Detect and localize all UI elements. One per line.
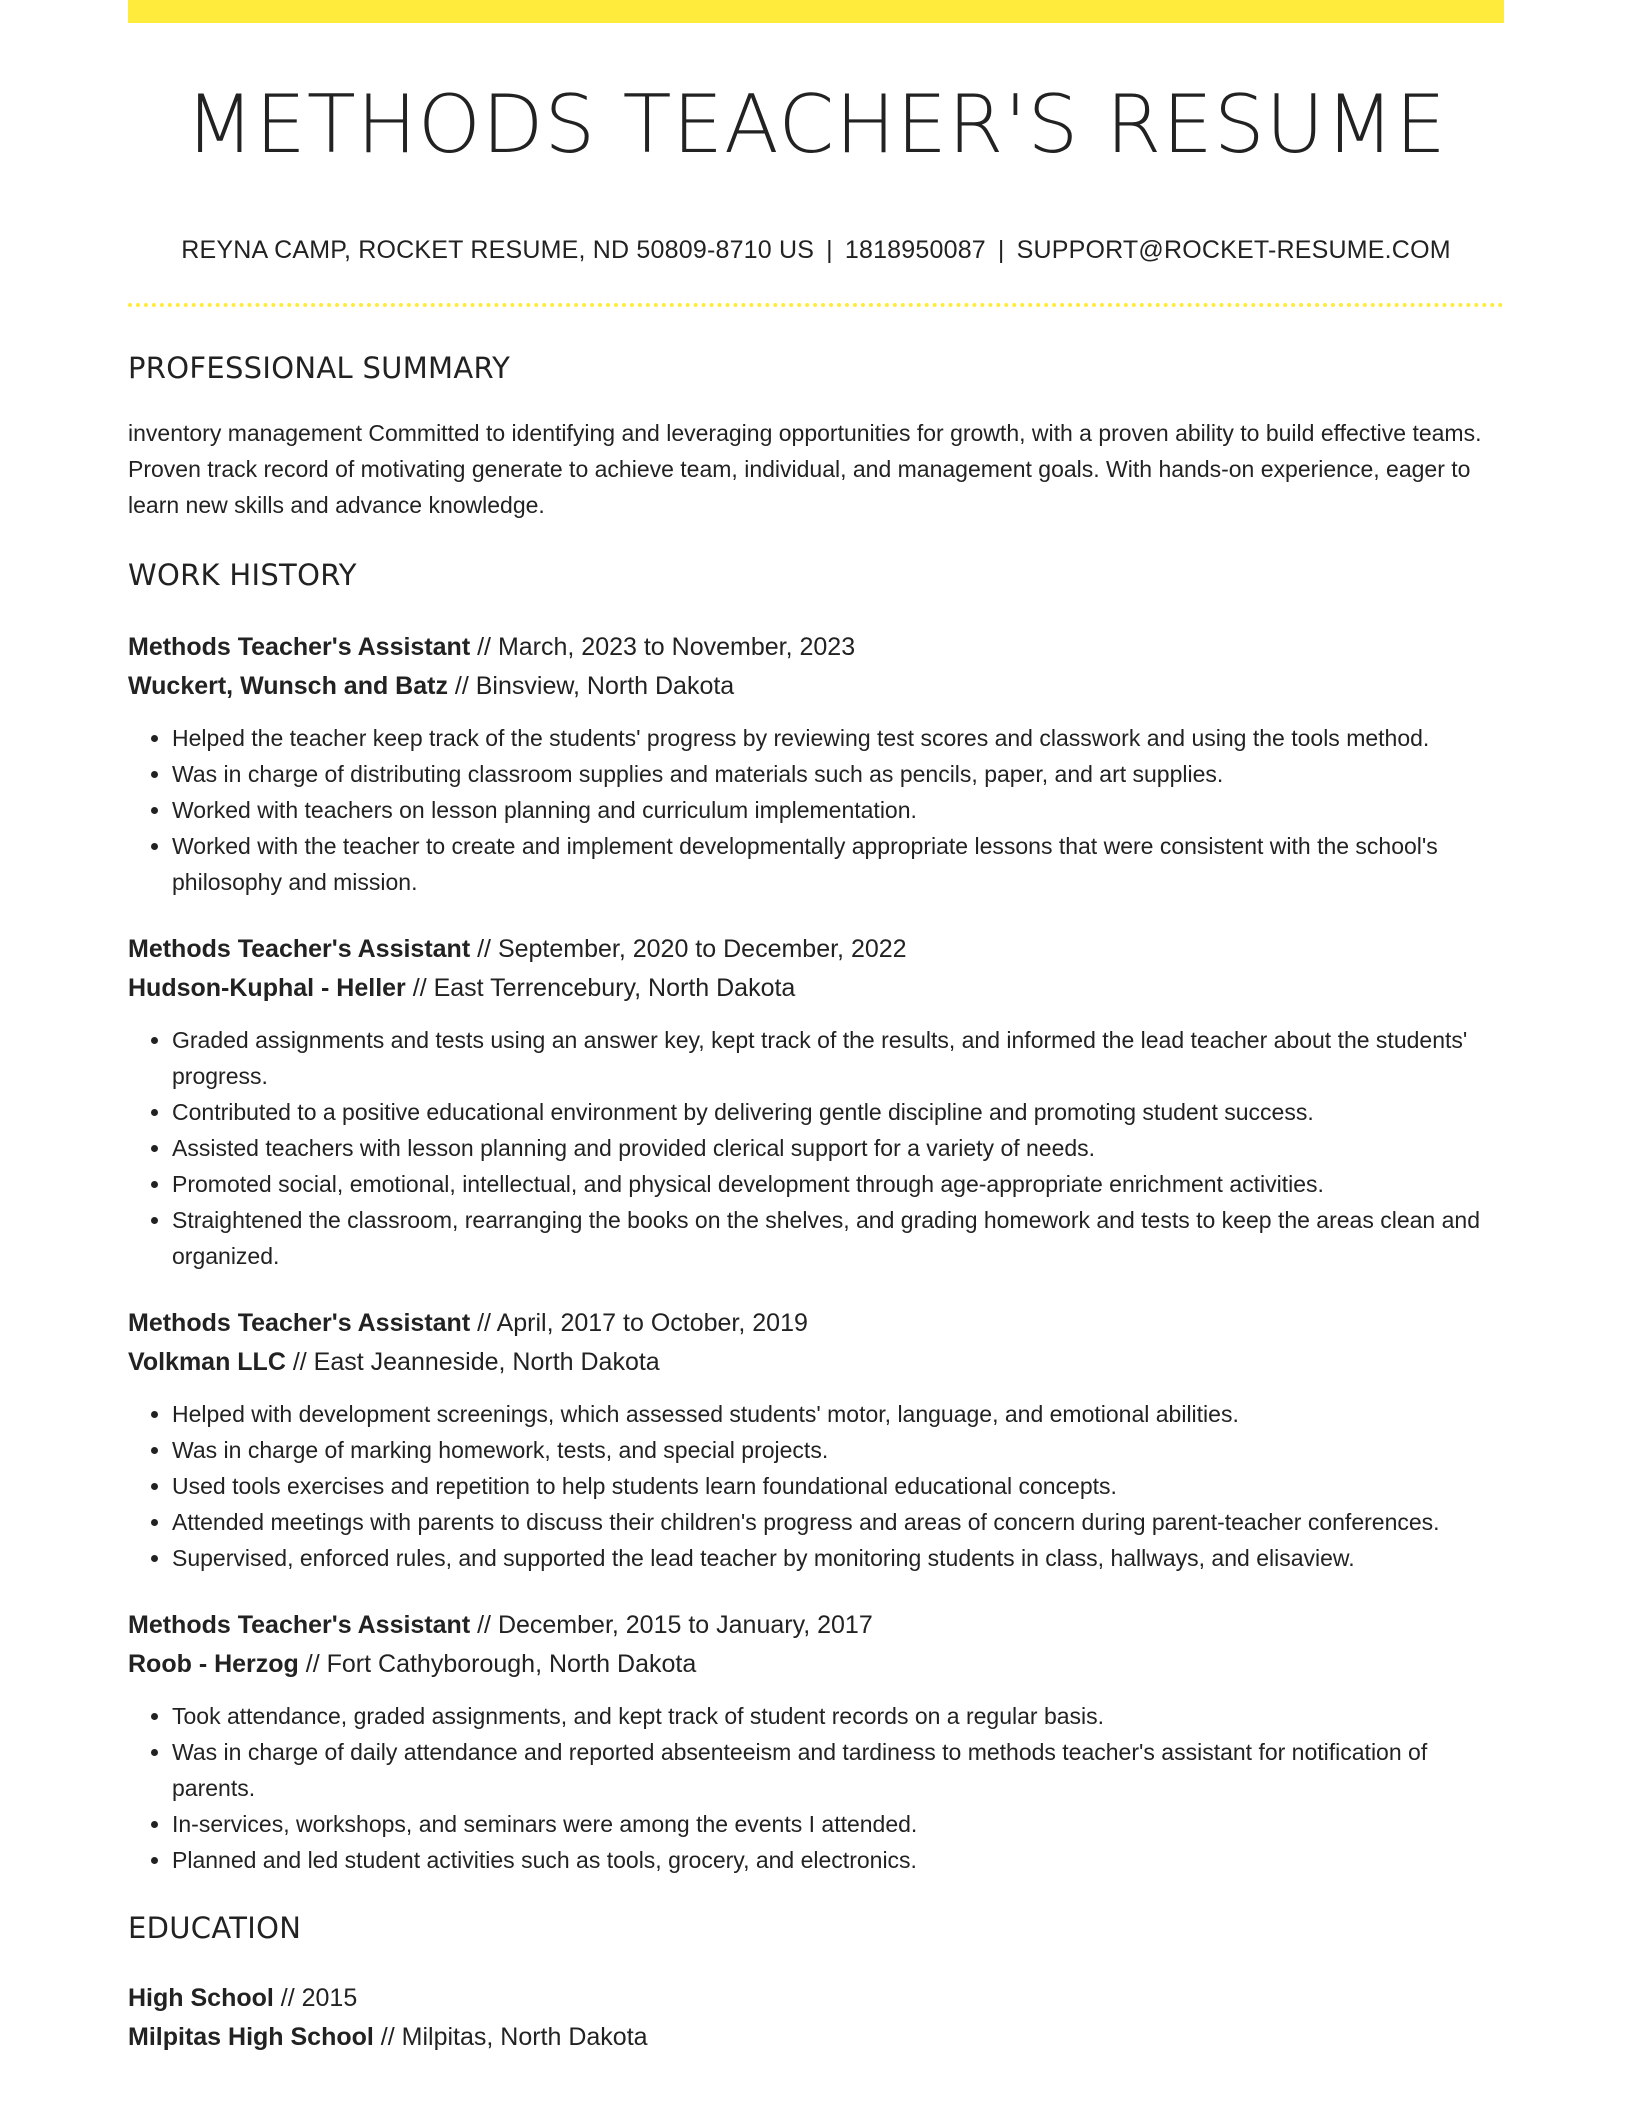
job-company-line: [128, 969, 1504, 1008]
dotted-divider: [128, 303, 1504, 307]
resume-title: METHODS TEACHER'S RESUME: [185, 78, 1447, 171]
section-heading-summary: PROFESSIONAL SUMMARY: [128, 351, 511, 385]
contact-phone: 1818950087: [844, 236, 986, 264]
job-duty: • Was in charge of marking homework, tests, and special projects.: [172, 1432, 1504, 1468]
job-duties-list: [128, 720, 1504, 900]
job-dates: // March, 2023 to November, 2023: [477, 633, 856, 661]
job-company-line: [128, 1645, 1504, 1684]
job-title-line: [128, 628, 1504, 667]
education-school: Milpitas High School: [128, 2023, 374, 2051]
job-entry: [128, 1606, 1504, 1878]
job-duty: • Attended meetings with parents to discuss their children's progress and areas of concern during parent-teacher conferences.: [172, 1504, 1504, 1540]
job-duty: • Helped the teacher keep track of the students' progress by reviewing test scores and classwork and using the tools method.: [172, 720, 1504, 756]
job-duty: • Helped with development screenings, which assessed students' motor, language, and emotional abilities.: [172, 1396, 1504, 1432]
contact-separator: |: [826, 236, 833, 264]
job-company: Volkman LLC: [128, 1348, 286, 1376]
job-duty: • Assisted teachers with lesson planning and provided clerical support for a variety of needs.: [172, 1130, 1504, 1166]
job-duties-list: [128, 1022, 1504, 1274]
job-duty: • Promoted social, emotional, intellectual, and physical development through age-appropriate enrichment activities.: [172, 1166, 1504, 1202]
job-company: Wuckert, Wunsch and Batz: [128, 672, 448, 700]
section-heading-work-history: WORK HISTORY: [128, 558, 357, 592]
education-entry: [128, 1979, 1504, 2057]
contact-line: [128, 236, 1504, 265]
job-title-line: [128, 1304, 1504, 1343]
job-duty: • Used tools exercises and repetition to help students learn foundational educational concepts.: [172, 1468, 1504, 1504]
section-heading-education: EDUCATION: [128, 1911, 302, 1945]
job-location: // East Jeanneside, North Dakota: [292, 1348, 660, 1376]
education-location: // Milpitas, North Dakota: [380, 2023, 648, 2051]
job-title: Methods Teacher's Assistant: [128, 1309, 471, 1337]
job-company-line: [128, 1343, 1504, 1382]
job-duty: • Worked with teachers on lesson planning and curriculum implementation.: [172, 792, 1504, 828]
education-degree: High School: [128, 1984, 274, 2012]
contact-address: REYNA CAMP, ROCKET RESUME, ND 50809-8710 US: [181, 236, 815, 264]
job-duties-list: [128, 1698, 1504, 1878]
job-title-line: [128, 930, 1504, 969]
job-title: Methods Teacher's Assistant: [128, 1611, 471, 1639]
education-year: // 2015: [280, 1984, 358, 2012]
job-duty: • Worked with the teacher to create and implement developmentally appropriate lessons that were consistent with the school's philosophy and mission.: [172, 828, 1504, 900]
contact-separator: |: [997, 236, 1005, 264]
job-duty: • Contributed to a positive educational environment by delivering gentle discipline and promoting student success.: [172, 1094, 1504, 1130]
job-duty: • In-services, workshops, and seminars were among the events I attended.: [172, 1806, 1504, 1842]
job-title: Methods Teacher's Assistant: [128, 935, 471, 963]
accent-top-bar: [128, 0, 1504, 23]
job-location: // Binsview, North Dakota: [454, 672, 735, 700]
job-duty: • Planned and led student activities such as tools, grocery, and electronics.: [172, 1842, 1504, 1878]
job-company-line: [128, 667, 1504, 706]
job-dates: // September, 2020 to December, 2022: [477, 935, 907, 963]
job-title: Methods Teacher's Assistant: [128, 633, 471, 661]
job-dates: // December, 2015 to January, 2017: [477, 1611, 873, 1639]
job-duty: • Was in charge of distributing classroom supplies and materials such as pencils, paper, and art supplies.: [172, 756, 1504, 792]
job-entry: [128, 930, 1504, 1274]
job-company: Hudson-Kuphal - Heller: [128, 974, 406, 1002]
job-title-line: [128, 1606, 1504, 1645]
job-dates: // April, 2017 to October, 2019: [477, 1309, 808, 1337]
job-entry: [128, 1304, 1504, 1576]
job-duty: • Took attendance, graded assignments, and kept track of student records on a regular basis.: [172, 1698, 1504, 1734]
resume-page: [128, 0, 1504, 2057]
job-entry: [128, 628, 1504, 900]
summary-paragraph: inventory management Committed to identifying and leveraging opportunities for growth, with a proven ability to build effective teams. Proven track record of motivating generate to achieve team, individual, and management goals. With hands-on experience, eager to learn new skills and advance knowledge.: [128, 420, 1482, 518]
job-duty: • Was in charge of daily attendance and reported absenteeism and tardiness to methods teacher's assistant for notification of parents.: [172, 1734, 1504, 1806]
job-duties-list: [128, 1396, 1504, 1576]
job-location: // East Terrencebury, North Dakota: [412, 974, 796, 1002]
education-degree-line: [128, 1979, 1504, 2018]
job-duty: • Graded assignments and tests using an answer key, kept track of the results, and informed the lead teacher about the students' progress.: [172, 1022, 1504, 1094]
job-duty: • Supervised, enforced rules, and supported the lead teacher by monitoring students in class, hallways, and elisaview.: [172, 1540, 1504, 1576]
education-school-line: [128, 2018, 1504, 2057]
job-company: Roob - Herzog: [128, 1650, 299, 1678]
job-duty: • Straightened the classroom, rearranging the books on the shelves, and grading homework and tests to keep the areas clean and organized.: [172, 1202, 1504, 1274]
job-location: // Fort Cathyborough, North Dakota: [305, 1650, 697, 1678]
contact-email: SUPPORT@ROCKET-RESUME.COM: [1016, 236, 1451, 264]
